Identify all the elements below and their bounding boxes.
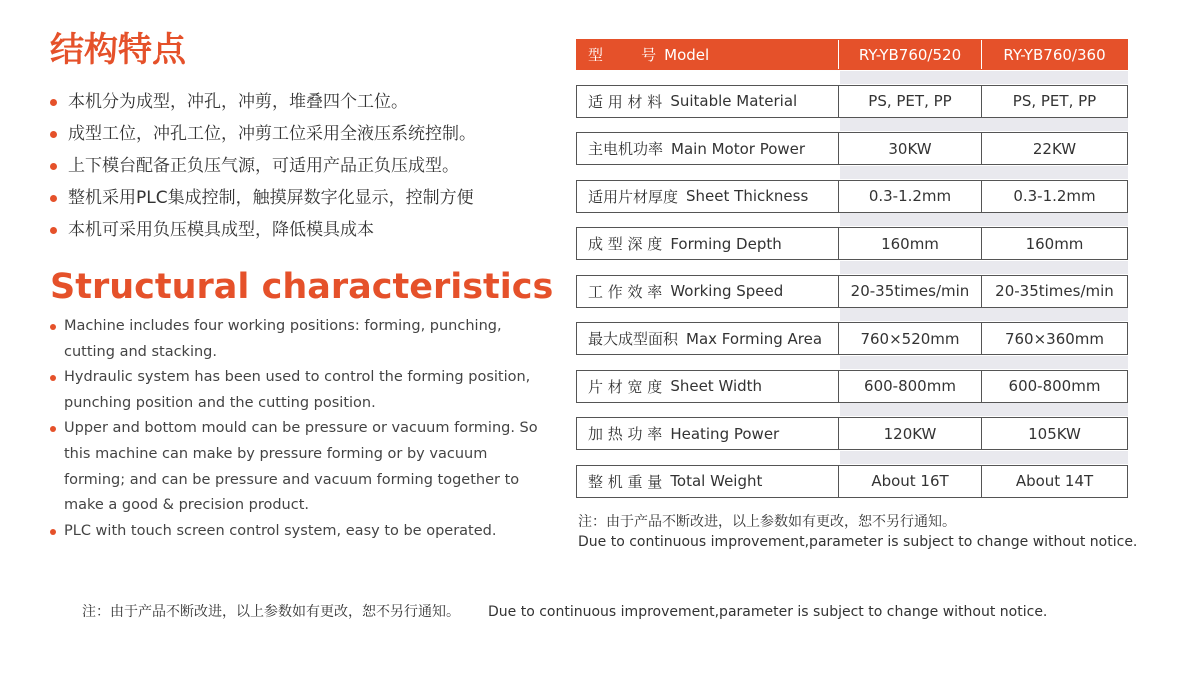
table-cell: 0.3-1.2mm — [1013, 187, 1096, 205]
table-row: 成 型 深 度 Forming Depth 160mm 160mm — [576, 227, 1128, 260]
title-chinese: 结构特点 — [50, 30, 186, 70]
features-section — [50, 28, 554, 544]
table-cell: 20-35times/min — [995, 282, 1114, 300]
footnote-chinese: 注：由于产品不断改进，以上参数如有更改，恕不另行通知。 — [578, 514, 956, 530]
table-footnote — [578, 512, 1137, 552]
bullet-icon — [50, 324, 56, 330]
table-cell: 22KW — [1032, 139, 1077, 158]
list-item: 上下模台配备正负压气源，可适用产品正负压成型。 — [50, 150, 540, 182]
bullet-icon — [50, 131, 57, 138]
spec-table — [576, 39, 1128, 498]
table-row: 工 作 效 率 Working Speed 20-35times/min 20-35times/min — [576, 275, 1128, 308]
bottom-disclaimer — [82, 602, 1047, 622]
table-row: 最大成型面积 Max Forming Area 760×520mm 760×360mm — [576, 322, 1128, 355]
list-item: 本机分为成型，冲孔，冲剪，堆叠四个工位。 — [50, 86, 540, 118]
table-cell: 760×520mm — [839, 323, 982, 354]
table-cell: 160mm — [1025, 234, 1084, 253]
bullet-icon — [50, 163, 57, 170]
table-cell: 600-800mm — [839, 371, 982, 402]
table-cell: PS, PET, PP — [839, 86, 982, 117]
table-cell: 600-800mm — [1008, 377, 1101, 395]
table-cell: 105KW — [1028, 424, 1081, 443]
table-header-row — [576, 39, 1128, 70]
title-english: Structural characteristics — [50, 267, 554, 307]
list-item: Machine includes four working positions: forming, punching, cutting and stacking. — [50, 314, 540, 365]
bullet-icon — [50, 195, 57, 202]
table-cell: About 14T — [1015, 472, 1094, 490]
table-cell: About 16T — [839, 466, 982, 497]
footnote-english: Due to continuous improvement,parameter is subject to change without notice. — [578, 534, 1138, 550]
table-cell: PS, PET, PP — [1012, 92, 1097, 110]
table-cell: 30KW — [839, 133, 982, 164]
table-row: 整 机 重 量 Total Weight About 16T About 14T — [576, 465, 1128, 498]
table-cell: 0.3-1.2mm — [839, 181, 982, 212]
bullet-icon — [50, 426, 56, 432]
list-item: Hydraulic system has been used to control the forming position, punching position and the cutting position. — [50, 365, 540, 416]
list-item: 成型工位，冲孔工位，冲剪工位采用全液压系统控制。 — [50, 118, 540, 150]
table-row: 适 用 材 料 Suitable Material PS, PET, PP PS, PET, PP — [576, 85, 1128, 118]
chinese-feature-list — [50, 86, 540, 246]
bullet-icon — [50, 375, 56, 381]
bullet-icon — [50, 529, 56, 535]
header-model-2: RY-YB760/360 — [1003, 45, 1106, 64]
table-row: 片 材 宽 度 Sheet Width 600-800mm 600-800mm — [576, 370, 1128, 403]
bullet-icon — [50, 99, 57, 106]
list-item: PLC with touch screen control system, easy to be operated. — [50, 519, 540, 545]
table-cell: 120KW — [839, 418, 982, 449]
disclaimer-chinese: 注：由于产品不断改进，以上参数如有更改，恕不另行通知。 — [82, 604, 460, 620]
list-item: 本机可采用负压模具成型，降低模具成本 — [50, 214, 540, 246]
english-feature-list — [50, 314, 540, 544]
header-label: 型 号 Model — [577, 40, 839, 69]
table-row: 适用片材厚度 Sheet Thickness 0.3-1.2mm 0.3-1.2mm — [576, 180, 1128, 213]
list-item: 整机采用PLC集成控制，触摸屏数字化显示，控制方便 — [50, 182, 540, 214]
table-cell: 760×360mm — [1004, 329, 1105, 348]
table-row: 加 热 功 率 Heating Power 120KW 105KW — [576, 417, 1128, 450]
disclaimer-english: Due to continuous improvement,parameter is subject to change without notice. — [488, 604, 1048, 620]
table-cell: 20-35times/min — [839, 276, 982, 307]
table-row: 主电机功率 Main Motor Power 30KW 22KW — [576, 132, 1128, 165]
table-cell: 160mm — [839, 228, 982, 259]
header-model-1: RY-YB760/520 — [839, 40, 982, 69]
list-item: Upper and bottom mould can be pressure or vacuum forming. So this machine can make by pressure forming or by vacuum forming; and can be pressure and vacuum forming together to make a good & precision product. — [50, 416, 540, 518]
bullet-icon — [50, 227, 57, 234]
